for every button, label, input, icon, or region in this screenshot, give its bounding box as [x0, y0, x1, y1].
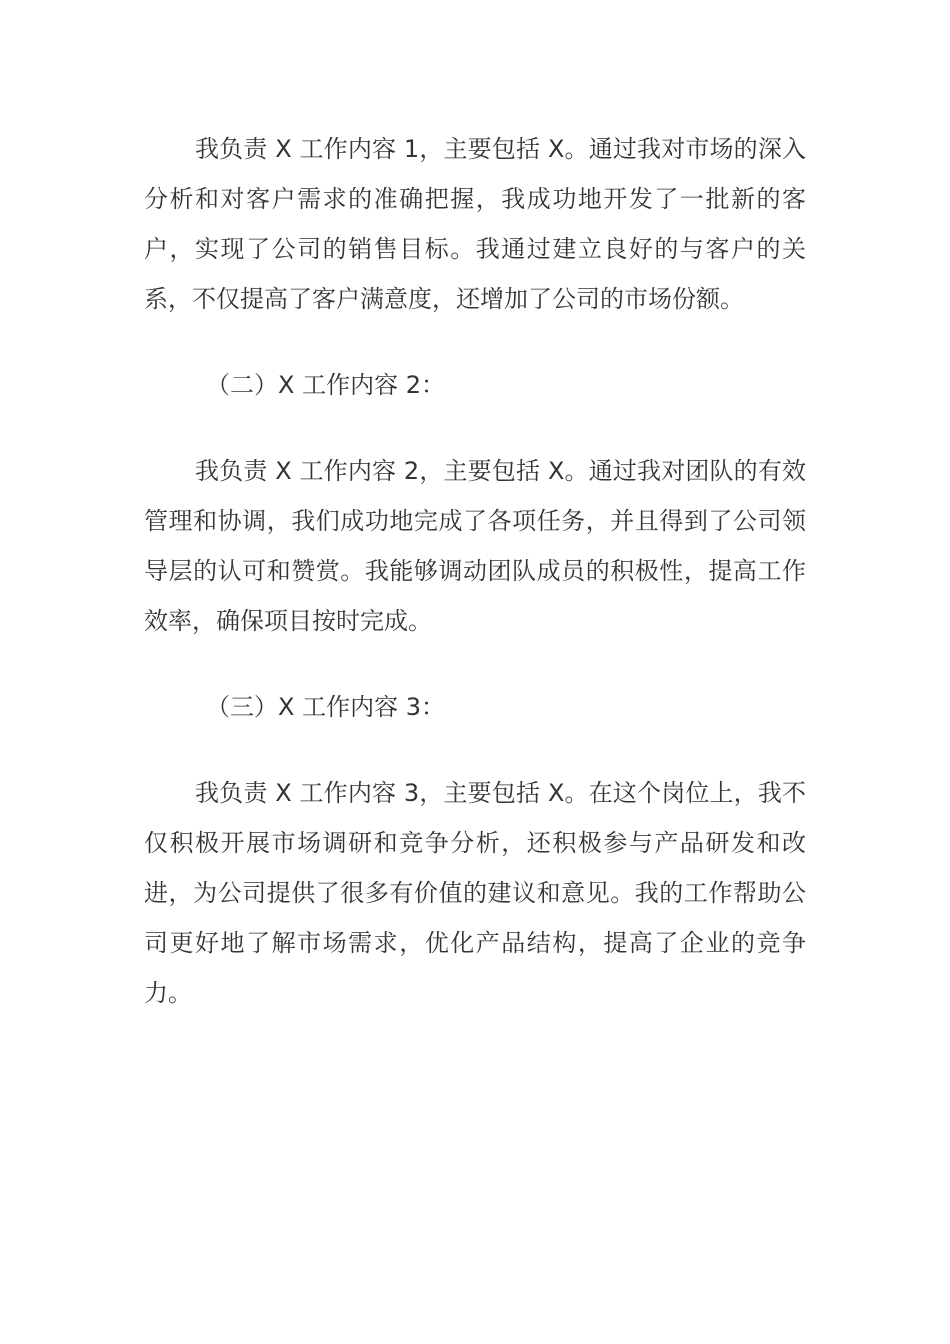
paragraph-work-content-1: 我负责 X 工作内容 1，主要包括 X。通过我对市场的深入分析和对客户需求的准确把握，我成功地开发了一批新的客户，实现了公司的销售目标。我通过建立良好的与客户的关系，不仅提高了客户满意度，还增加了公司的市场份额。	[144, 135, 806, 313]
section-heading-3: （三）X 工作内容 3：	[206, 693, 445, 721]
document-body	[144, 124, 806, 1054]
section-heading-2: （二）X 工作内容 2：	[206, 371, 445, 399]
paragraph-work-content-3: 我负责 X 工作内容 3，主要包括 X。在这个岗位上，我不仅积极开展市场调研和竞争分析，还积极参与产品研发和改进，为公司提供了很多有价值的建议和意见。我的工作帮助公司更好地了解市场需求，优化产品结构，提高了企业的竞争力。	[144, 779, 806, 1007]
paragraph-work-content-2: 我负责 X 工作内容 2，主要包括 X。通过我对团队的有效管理和协调，我们成功地完成了各项任务，并且得到了公司领导层的认可和赞赏。我能够调动团队成员的积极性，提高工作效率，确保项目按时完成。	[144, 457, 806, 635]
